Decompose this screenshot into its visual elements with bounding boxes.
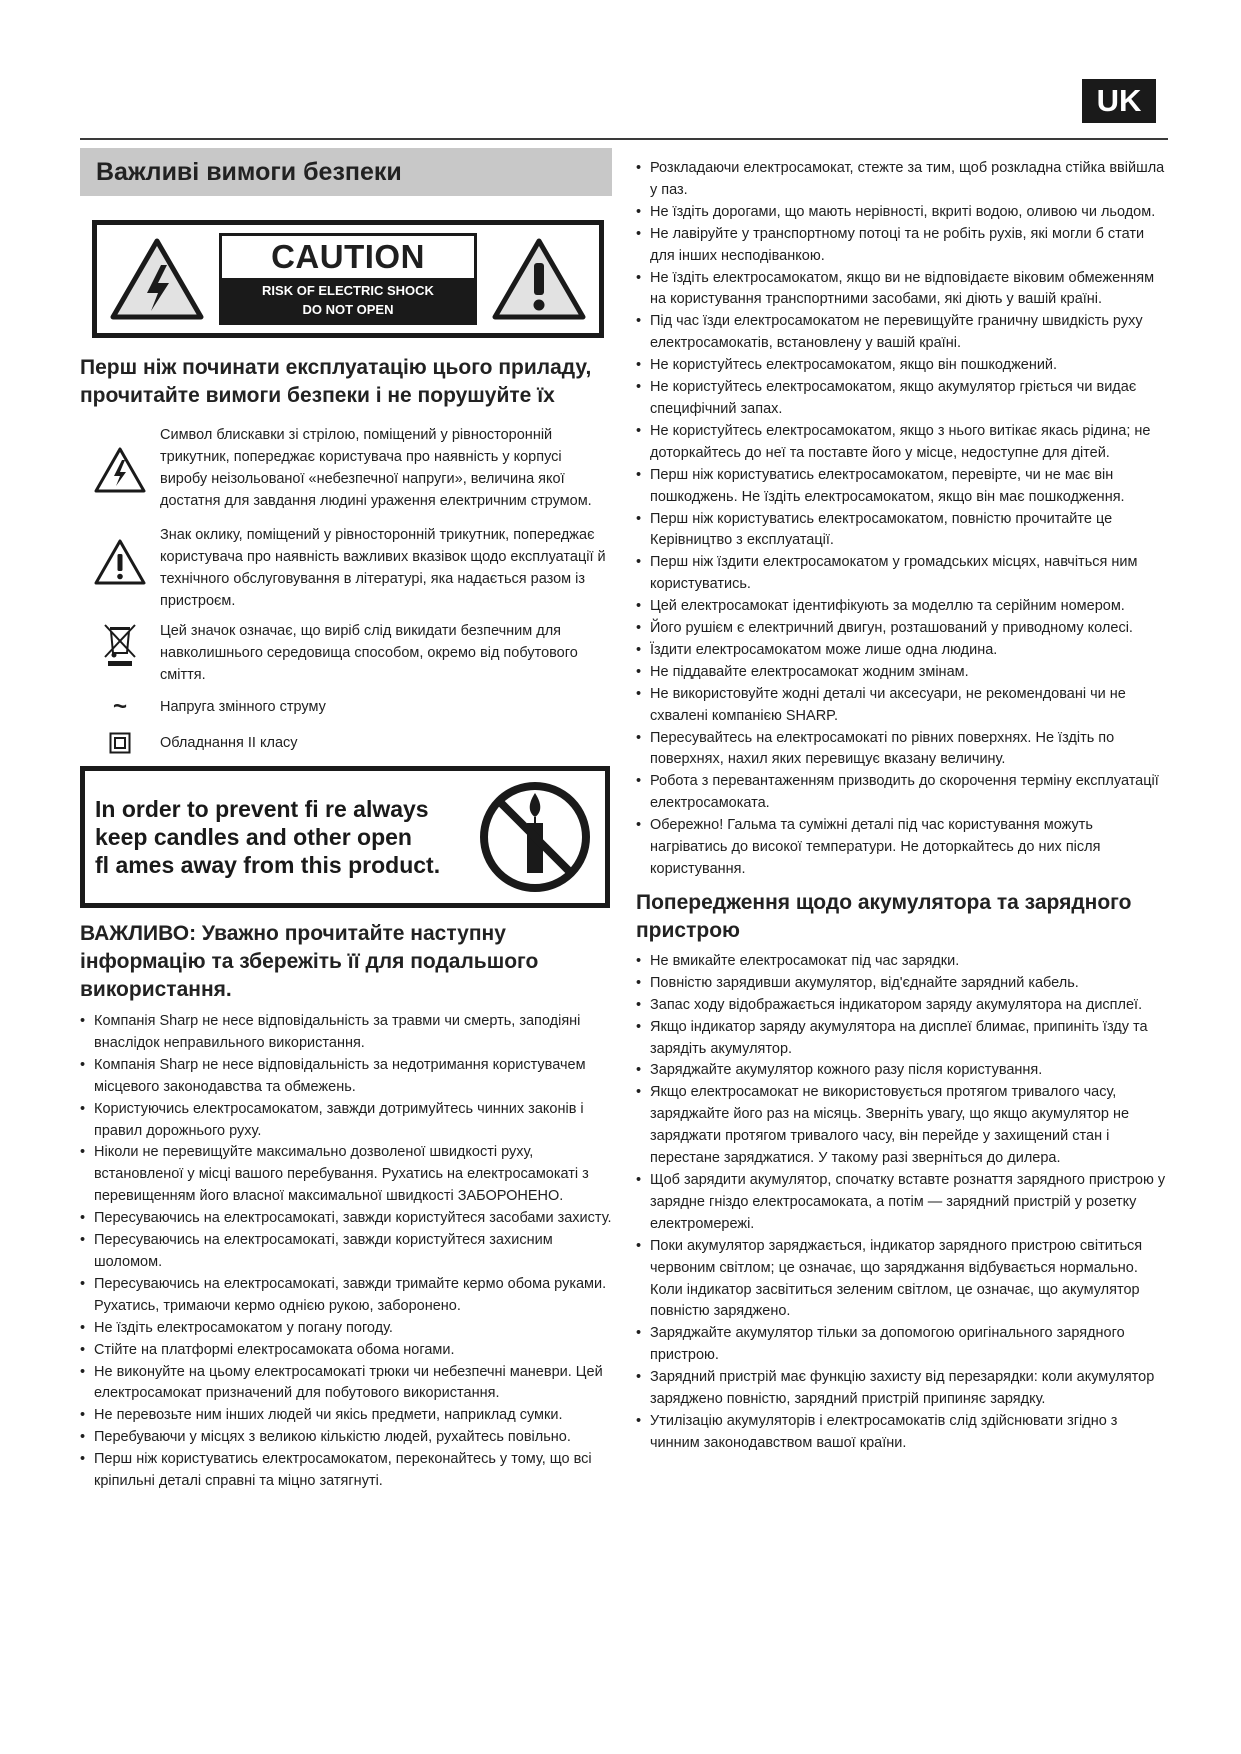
- symbol-description: Обладнання II класу: [160, 735, 298, 751]
- list-item: • Не піддавайте електросамокат жодним змінам.: [636, 662, 1168, 684]
- fire-warning-line-1: In order to prevent fi re always: [95, 796, 429, 822]
- list-item: • Зарядний пристрій має функцію захисту від перезарядки: коли акумулятор заряджено повністю, зарядний пристрій припиняє зарядку.: [636, 1367, 1168, 1411]
- list-item: • Їздити електросамокатом може лише одна людина.: [636, 640, 1168, 662]
- caution-line-1: RISK OF ELECTRIC SHOCK: [262, 283, 434, 298]
- list-item: • Не користуйтесь електросамокатом, якщо з нього витікає якась рідина; не доторкайтесь до неї та поставте його у місце, недоступне для дітей.: [636, 421, 1168, 465]
- list-item: • Перш ніж користуватись електросамокатом, повністю прочитайте це Керівництво з експлуатації.: [636, 509, 1168, 553]
- section-title: Важливі вимоги безпеки: [80, 148, 612, 196]
- symbol-row: [80, 424, 612, 512]
- list-item: • Заряджайте акумулятор тільки за допомогою оригінального зарядного пристрою.: [636, 1323, 1168, 1367]
- list-item: • Не їздіть електросамокатом у погану погоду.: [80, 1318, 612, 1340]
- list-item: • Не їздіть дорогами, що мають нерівності, вкриті водою, оливою чи льодом.: [636, 202, 1168, 224]
- symbol-row: [80, 620, 612, 686]
- symbol-row: [80, 693, 612, 720]
- caution-panel: [219, 233, 477, 325]
- symbol-description: Цей значок означає, що виріб слід викидати безпечним для навколишнього середовища способом, окремо від побутового сміття.: [160, 623, 578, 683]
- left-column: [80, 148, 612, 1493]
- fire-warning-text: [95, 795, 440, 879]
- caution-subtext: [222, 278, 474, 322]
- caution-label: [92, 220, 604, 338]
- battery-heading: Попередження щодо акумулятора та зарядного пристрою: [636, 890, 1132, 942]
- exclamation-triangle-icon: [80, 524, 160, 586]
- lightning-warning-icon: [109, 237, 205, 321]
- list-item: • Пересуваючись на електросамокаті, завжди користуйтеся захисним шоломом.: [80, 1230, 612, 1274]
- list-item: • Компанія Sharp не несе відповідальність за травми чи смерть, заподіяні внаслідок неправильного використання.: [80, 1011, 612, 1055]
- list-item: • Пересувайтесь на електросамокаті по рівних поверхнях. Не їздіть по поверхнях, нахил яких перевищує вказану величину.: [636, 728, 1168, 772]
- before-use-heading: Перш ніж починати експлуатацію цього приладу, прочитайте вимоги безпеки і не порушуйте їх: [80, 356, 592, 407]
- list-item: • Ніколи не перевищуйте максимально дозволеної швидкості руху, встановленої у місці вашого перебування. Рухатись на електросамокаті з перевищенням його власної максимальної швидкості ЗАБОРОНЕНО.: [80, 1142, 612, 1208]
- list-item: • Повністю зарядивши акумулятор, від'єднайте зарядний кабель.: [636, 973, 1168, 995]
- list-item: • Обережно! Гальма та суміжні деталі під час користування можуть нагріватись до високої температури. Не доторкайтесь до них після користування.: [636, 815, 1168, 881]
- list-item: • Розкладаючи електросамокат, стежте за тим, щоб розкладна стійка ввійшла у паз.: [636, 158, 1168, 202]
- symbol-row: [80, 524, 612, 612]
- fire-warning-box: [80, 766, 610, 908]
- list-item: • Не перевозьте ним інших людей чи якісь предмети, наприклад сумки.: [80, 1405, 612, 1427]
- list-item: • Його рушієм є електричний двигун, розташований у приводному колесі.: [636, 618, 1168, 640]
- important-heading: ВАЖЛИВО: Уважно прочитайте наступну інформацію та збережіть її для подальшого використання.: [80, 922, 539, 1001]
- list-item: • Робота з перевантаженням призводить до скорочення терміну експлуатації електросамоката.: [636, 771, 1168, 815]
- list-item: • Пересуваючись на електросамокаті, завжди тримайте кермо обома руками. Рухатись, тримаючи кермо однією рукою, заборонено.: [80, 1274, 612, 1318]
- header-rule: [80, 138, 1168, 140]
- language-badge: UK: [1082, 79, 1156, 123]
- lightning-triangle-icon: [80, 424, 160, 494]
- ac-symbol-icon: ~: [112, 693, 127, 720]
- list-item: • Цей електросамокат ідентифікують за моделлю та серійним номером.: [636, 596, 1168, 618]
- list-item: • Щоб зарядити акумулятор, спочатку вставте рознаття зарядного пристрою у зарядне гніздо електросамоката, а потім — зарядний пристрій у розетку електромережі.: [636, 1170, 1168, 1236]
- symbol-description: Напруга змінного струму: [160, 699, 326, 715]
- list-item: • Заряджайте акумулятор кожного разу після користування.: [636, 1060, 1168, 1082]
- no-open-flame-icon: [477, 779, 593, 895]
- list-item: • Під час їзди електросамокатом не перевищуйте граничну швидкість руху електросамокатів, встановлену у вашій країні.: [636, 311, 1168, 355]
- symbol-list: [80, 424, 612, 754]
- safety-list-right: [636, 158, 1168, 881]
- list-item: • Не вмикайте електросамокат під час зарядки.: [636, 951, 1168, 973]
- list-item: • Не користуйтесь електросамокатом, якщо він пошкоджений.: [636, 355, 1168, 377]
- symbol-description: Знак оклику, поміщений у рівносторонній трикутник, попереджає користувача про наявність важливих вказівок щодо експлуатації й технічного обслуговування в літературі, яка надається разом із пристроєм.: [160, 527, 606, 609]
- list-item: • Перш ніж користуватись електросамокатом, переконайтесь у тому, що всі кріпильні деталі справні та міцно затягнуті.: [80, 1449, 612, 1493]
- list-item: • Якщо електросамокат не використовується протягом тривалого часу, заряджайте його раз на місяць. Зверніть увагу, що якщо акумулятор не заряджати протягом тривалого часу, він перейде у захищений стан і перестане заряджатися. У такому разі зверніться до дилера.: [636, 1082, 1168, 1170]
- symbol-description: Символ блискавки зі стрілою, поміщений у рівносторонній трикутник, попереджає користувача про наявність у корпусі виробу неізольованої «небезпечної напруги», величина якої достатня для завдання людині ураження електричним струмом.: [160, 427, 592, 509]
- list-item: • Перш ніж їздити електросамокатом у громадських місцях, навчіться ним користуватись.: [636, 552, 1168, 596]
- list-item: • Не використовуйте жодні деталі чи аксесуари, не рекомендовані чи не схвалені компанією SHARP.: [636, 684, 1168, 728]
- list-item: • Користуючись електросамокатом, завжди дотримуйтесь чинних законів і правил дорожнього руху.: [80, 1099, 612, 1143]
- caution-word: CAUTION: [271, 238, 425, 275]
- list-item: • Пересуваючись на електросамокаті, завжди користуйтеся засобами захисту.: [80, 1208, 612, 1230]
- fire-warning-line-2: keep candles and other open: [95, 824, 412, 850]
- caution-line-2: DO NOT OPEN: [302, 302, 394, 317]
- exclamation-warning-icon: [491, 237, 587, 321]
- list-item: • Запас ходу відображається індикатором заряду акумулятора на дисплеї.: [636, 995, 1168, 1017]
- list-item: • Утилізацію акумуляторів і електросамокатів слід здійснювати згідно з чинним законодавством вашої країни.: [636, 1411, 1168, 1455]
- list-item: • Не лавіруйте у транспортному потоці та не робіть рухів, які могли б стати для інших несподіванкою.: [636, 224, 1168, 268]
- fire-warning-line-3: fl ames away from this product.: [95, 852, 441, 878]
- list-item: • Не виконуйте на цьому електросамокаті трюки чи небезпечні маневри. Цей електросамокат призначений для побутового використання.: [80, 1362, 612, 1406]
- class-ii-icon: [80, 732, 160, 754]
- battery-list: [636, 951, 1168, 1455]
- symbol-row: [80, 732, 612, 754]
- list-item: • Не їздіть електросамокатом, якщо ви не відповідаєте віковим обмеженням на користування транспортними засобами, які діють у вашій країні.: [636, 268, 1168, 312]
- right-column: [636, 158, 1168, 1455]
- list-item: • Поки акумулятор заряджається, індикатор зарядного пристрою світиться червоним світлом; це означає, що заряджання відбувається нормально. Коли індикатор засвітиться зеленим світлом, це означає, що акумулятор повністю заряджено.: [636, 1236, 1168, 1324]
- list-item: • Якщо індикатор заряду акумулятора на дисплеї блимає, припиніть їзду та зарядіть акумулятор.: [636, 1017, 1168, 1061]
- list-item: • Стійте на платформі електросамоката обома ногами.: [80, 1340, 612, 1362]
- list-item: • Не користуйтесь електросамокатом, якщо акумулятор гріється чи видає специфічний запах.: [636, 377, 1168, 421]
- list-item: • Перш ніж користуватись електросамокатом, перевірте, чи не має він пошкоджень. Не їздіть електросамокатом, якщо він має пошкодження.: [636, 465, 1168, 509]
- list-item: • Перебуваючи у місцях з великою кількістю людей, рухайтесь повільно.: [80, 1427, 612, 1449]
- crossed-bin-icon: [80, 620, 160, 668]
- list-item: • Компанія Sharp не несе відповідальність за недотримання користувачем місцевого законодавства та обмежень.: [80, 1055, 612, 1099]
- safety-list-left: [80, 1011, 612, 1493]
